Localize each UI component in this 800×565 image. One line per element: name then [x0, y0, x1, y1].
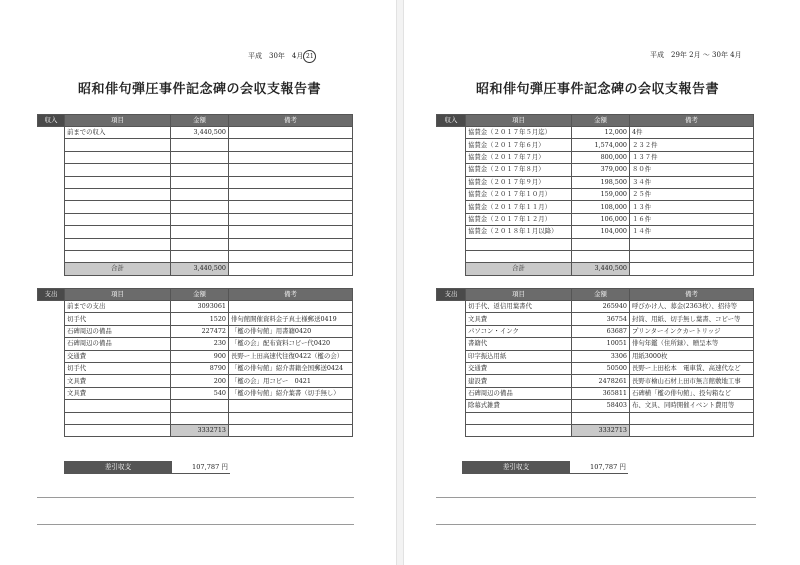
amount-cell: 230 [171, 338, 229, 350]
note-cell [229, 139, 353, 151]
row-spacer [437, 151, 466, 163]
item-cell: 前までの収入 [65, 127, 171, 139]
note-cell [229, 400, 353, 412]
amount-cell: 1,574,000 [572, 139, 630, 151]
section-label: 支出 [437, 289, 466, 301]
note-cell [229, 263, 353, 275]
row-spacer [437, 313, 466, 325]
amount-cell: 10051 [572, 338, 630, 350]
item-cell: 協賛金（２０１８年１月以降） [466, 226, 572, 238]
table-row [38, 127, 353, 139]
income-table [37, 114, 353, 276]
table-row [38, 338, 353, 350]
divider-line [436, 524, 756, 525]
total-row [38, 424, 353, 436]
table-row [38, 313, 353, 325]
row-spacer [38, 176, 65, 188]
row-spacer [38, 412, 65, 424]
table-row [437, 176, 754, 188]
row-spacer [38, 313, 65, 325]
divider-line [37, 524, 354, 525]
divider-line [436, 497, 756, 498]
column-header: 金額 [171, 289, 229, 301]
date-text: 平成 30年 4月 [248, 52, 304, 60]
amount-cell: 108,000 [572, 201, 630, 213]
item-cell [65, 400, 171, 412]
row-spacer [437, 325, 466, 337]
note-cell: ２３２件 [630, 139, 754, 151]
note-cell: １４件 [630, 226, 754, 238]
divider-line [37, 497, 354, 498]
total-label: 合計 [65, 263, 171, 275]
row-spacer [437, 127, 466, 139]
amount-cell: 365811 [572, 387, 630, 399]
net-balance [462, 461, 628, 474]
item-cell: 石碑周辺の備品 [65, 338, 171, 350]
item-cell [65, 201, 171, 213]
row-spacer [38, 325, 65, 337]
item-cell [65, 226, 171, 238]
table-row [38, 213, 353, 225]
report-title: 昭和俳句弾圧事件記念碑の会収支報告書 [476, 82, 720, 97]
row-spacer [437, 424, 466, 436]
report-date: 平成 29年 2月 〜 30年 4月 [650, 51, 742, 59]
table-row [437, 164, 754, 176]
row-spacer [437, 188, 466, 200]
row-spacer [38, 250, 65, 262]
amount-cell: 3306 [572, 350, 630, 362]
row-spacer [437, 176, 466, 188]
item-cell: 文具費 [65, 375, 171, 387]
item-cell [466, 424, 572, 436]
table-row [38, 164, 353, 176]
row-spacer [38, 238, 65, 250]
note-cell: 「檻の会」配布資料コピー代0420 [229, 338, 353, 350]
item-cell [65, 238, 171, 250]
note-cell: 長野市檜山石材上田市無言館敷地工事 [630, 375, 754, 387]
amount-cell: 3,440,500 [171, 127, 229, 139]
row-spacer [38, 301, 65, 313]
amount-cell [572, 250, 630, 262]
total-row [437, 424, 754, 436]
row-spacer [437, 263, 466, 275]
amount-cell: 50500 [572, 362, 630, 374]
total-row [437, 263, 754, 275]
row-spacer [437, 362, 466, 374]
section-label: 収入 [437, 115, 466, 127]
item-cell: 協賛金（２０１７年１１月） [466, 201, 572, 213]
table-header-row [437, 115, 754, 127]
note-cell [229, 301, 353, 313]
amount-cell: 104,000 [572, 226, 630, 238]
table-row [437, 387, 754, 399]
item-cell [65, 250, 171, 262]
total-value: 3,440,500 [572, 263, 630, 275]
table-row [38, 387, 353, 399]
item-cell: 交通費 [466, 362, 572, 374]
row-spacer [38, 263, 65, 275]
note-cell [229, 424, 353, 436]
column-header: 金額 [572, 289, 630, 301]
note-cell: ２５件 [630, 188, 754, 200]
table-row [437, 400, 754, 412]
table-row [437, 338, 754, 350]
item-cell [65, 139, 171, 151]
column-header: 備考 [229, 115, 353, 127]
total-row [38, 263, 353, 275]
amount-cell: 12,000 [572, 127, 630, 139]
net-balance-value: 107,787 円 [172, 461, 230, 474]
item-cell: 協賛金（２０１７年７月） [466, 151, 572, 163]
amount-cell: 63687 [572, 325, 630, 337]
item-cell: 協賛金（２０１７年５月迄） [466, 127, 572, 139]
note-cell: プリンターインクカートリッジ [630, 325, 754, 337]
table-row [38, 188, 353, 200]
amount-cell [572, 412, 630, 424]
item-cell: 協賛金（２０１７年１０月） [466, 188, 572, 200]
column-header: 備考 [630, 115, 754, 127]
note-cell: １６件 [630, 213, 754, 225]
note-cell [630, 263, 754, 275]
row-spacer [38, 127, 65, 139]
table-row [38, 139, 353, 151]
amount-cell: 540 [171, 387, 229, 399]
table-row [437, 188, 754, 200]
note-cell: 布、文具、同時開催イベント費用等 [630, 400, 754, 412]
column-header: 項目 [65, 115, 171, 127]
column-header: 備考 [630, 289, 754, 301]
note-cell: 「檻の会」用コピー 0421 [229, 375, 353, 387]
item-cell: 協賛金（２０１７年９月） [466, 176, 572, 188]
expense-table [37, 288, 353, 437]
row-spacer [38, 226, 65, 238]
item-cell [65, 213, 171, 225]
income-table [436, 114, 754, 276]
net-balance-label: 差引収支 [462, 461, 570, 474]
note-cell [229, 412, 353, 424]
column-header: 項目 [466, 115, 572, 127]
row-spacer [437, 213, 466, 225]
item-cell: 印字振込用紙 [466, 350, 572, 362]
row-spacer [38, 164, 65, 176]
item-cell: 協賛金（２０１７年６月） [466, 139, 572, 151]
row-spacer [38, 387, 65, 399]
right-page [406, 0, 798, 565]
net-balance [64, 461, 230, 474]
amount-cell [171, 250, 229, 262]
note-cell [229, 226, 353, 238]
table-row [437, 301, 754, 313]
table-row [38, 301, 353, 313]
table-row [38, 238, 353, 250]
table-row [38, 201, 353, 213]
row-spacer [437, 201, 466, 213]
table-row [38, 176, 353, 188]
note-cell: 石碑横「檻の俳句館」、投句箱など [630, 387, 754, 399]
section-label: 収入 [38, 115, 65, 127]
row-spacer [437, 350, 466, 362]
amount-cell [171, 226, 229, 238]
amount-cell [171, 412, 229, 424]
note-cell: 呼びかけ人、募金(2363枚）、招待等 [630, 301, 754, 313]
item-cell [466, 238, 572, 250]
table-row [38, 362, 353, 374]
page-gutter [396, 0, 404, 565]
table-row [437, 213, 754, 225]
note-cell [630, 424, 754, 436]
item-cell: 建設費 [466, 375, 572, 387]
note-cell [229, 238, 353, 250]
item-cell: 交通費 [65, 350, 171, 362]
row-spacer [437, 412, 466, 424]
item-cell: 切手代 [65, 313, 171, 325]
note-cell [229, 151, 353, 163]
circled-day: 21 [303, 50, 316, 63]
row-spacer [38, 139, 65, 151]
amount-cell: 200 [171, 375, 229, 387]
item-cell: 文具費 [65, 387, 171, 399]
column-header: 金額 [572, 115, 630, 127]
item-cell: パソコン・インク [466, 325, 572, 337]
table-row [437, 238, 754, 250]
note-cell: 封筒、用紙、切手無し葉書、コピー等 [630, 313, 754, 325]
report-title: 昭和俳句弾圧事件記念碑の会収支報告書 [78, 82, 322, 97]
note-cell: 「檻の俳句館」用書籍0420 [229, 325, 353, 337]
table-header-row [38, 289, 353, 301]
amount-cell: 265940 [572, 301, 630, 313]
table-row [437, 313, 754, 325]
table-row [437, 201, 754, 213]
column-header: 金額 [171, 115, 229, 127]
amount-cell [572, 238, 630, 250]
net-balance-value: 107,787 円 [570, 461, 628, 474]
section-label: 支出 [38, 289, 65, 301]
amount-cell [171, 213, 229, 225]
item-cell: 除幕式雑費 [466, 400, 572, 412]
row-spacer [437, 226, 466, 238]
table-row [437, 412, 754, 424]
table-row [38, 226, 353, 238]
table-row [38, 151, 353, 163]
table-row [437, 325, 754, 337]
row-spacer [38, 188, 65, 200]
amount-cell: 198,500 [572, 176, 630, 188]
table-row [437, 250, 754, 262]
note-cell: 俳句年鑑（住所録）、贈呈本等 [630, 338, 754, 350]
total-value: 3,440,500 [171, 263, 229, 275]
amount-cell: 36754 [572, 313, 630, 325]
note-cell: 用紙3000枚 [630, 350, 754, 362]
amount-cell [171, 139, 229, 151]
note-cell [229, 176, 353, 188]
amount-cell: 1520 [171, 313, 229, 325]
amount-cell [171, 164, 229, 176]
row-spacer [38, 362, 65, 374]
column-header: 項目 [65, 289, 171, 301]
amount-cell [171, 400, 229, 412]
amount-cell: 159,000 [572, 188, 630, 200]
amount-cell: 800,000 [572, 151, 630, 163]
item-cell [65, 424, 171, 436]
amount-cell [171, 176, 229, 188]
total-value: 3332713 [171, 424, 229, 436]
item-cell [466, 250, 572, 262]
expense-table [436, 288, 754, 437]
note-cell [229, 250, 353, 262]
table-row [437, 151, 754, 163]
note-cell: 長野ー上田高速代往復0422（檻の会） [229, 350, 353, 362]
note-cell: １３７件 [630, 151, 754, 163]
amount-cell [171, 188, 229, 200]
amount-cell: 2478261 [572, 375, 630, 387]
amount-cell: 900 [171, 350, 229, 362]
item-cell [65, 164, 171, 176]
item-cell: 文具費 [466, 313, 572, 325]
note-cell: 4件 [630, 127, 754, 139]
table-row [38, 375, 353, 387]
row-spacer [437, 139, 466, 151]
row-spacer [38, 201, 65, 213]
table-row [38, 325, 353, 337]
amount-cell: 58403 [572, 400, 630, 412]
item-cell [65, 412, 171, 424]
note-cell [630, 412, 754, 424]
table-row [38, 412, 353, 424]
net-balance-label: 差引収支 [64, 461, 172, 474]
row-spacer [38, 213, 65, 225]
note-cell [229, 213, 353, 225]
row-spacer [38, 350, 65, 362]
item-cell: 切手代、返信用葉書代 [466, 301, 572, 313]
total-label: 合計 [466, 263, 572, 275]
row-spacer [38, 151, 65, 163]
column-header: 備考 [229, 289, 353, 301]
amount-cell: 3093061 [171, 301, 229, 313]
table-header-row [437, 289, 754, 301]
note-cell: ３４件 [630, 176, 754, 188]
column-header: 項目 [466, 289, 572, 301]
note-cell [229, 201, 353, 213]
item-cell: 石碑周辺の備品 [65, 325, 171, 337]
row-spacer [437, 338, 466, 350]
row-spacer [38, 375, 65, 387]
item-cell: 協賛金（２０１７年８月） [466, 164, 572, 176]
total-value: 3332713 [572, 424, 630, 436]
note-cell [229, 164, 353, 176]
note-cell: 「檻の俳句館」紹介書籍全国郵送0424 [229, 362, 353, 374]
item-cell [466, 412, 572, 424]
table-row [38, 400, 353, 412]
amount-cell: 227472 [171, 325, 229, 337]
note-cell: 長野ー上田松本 電車賃、高速代など [630, 362, 754, 374]
row-spacer [437, 164, 466, 176]
table-row [38, 250, 353, 262]
note-cell [229, 188, 353, 200]
row-spacer [38, 424, 65, 436]
note-cell: １３件 [630, 201, 754, 213]
row-spacer [38, 400, 65, 412]
report-date [248, 50, 316, 63]
item-cell: 切手代 [65, 362, 171, 374]
table-row [437, 226, 754, 238]
amount-cell: 106,000 [572, 213, 630, 225]
item-cell: 石碑周辺の備品 [466, 387, 572, 399]
note-cell [630, 238, 754, 250]
note-cell: ８０件 [630, 164, 754, 176]
left-page [0, 0, 392, 565]
row-spacer [437, 400, 466, 412]
amount-cell [171, 201, 229, 213]
table-row [38, 350, 353, 362]
row-spacer [437, 301, 466, 313]
table-row [437, 362, 754, 374]
table-row [437, 139, 754, 151]
table-row [437, 350, 754, 362]
table-header-row [38, 115, 353, 127]
amount-cell: 8790 [171, 362, 229, 374]
item-cell: 協賛金（２０１７年１２月） [466, 213, 572, 225]
row-spacer [437, 238, 466, 250]
row-spacer [38, 338, 65, 350]
row-spacer [437, 375, 466, 387]
amount-cell [171, 238, 229, 250]
note-cell [229, 127, 353, 139]
note-cell [630, 250, 754, 262]
row-spacer [437, 387, 466, 399]
item-cell [65, 188, 171, 200]
item-cell [65, 151, 171, 163]
item-cell: 書籍代 [466, 338, 572, 350]
row-spacer [437, 250, 466, 262]
amount-cell [171, 151, 229, 163]
table-row [437, 127, 754, 139]
amount-cell: 379,000 [572, 164, 630, 176]
table-row [437, 375, 754, 387]
item-cell [65, 176, 171, 188]
note-cell: 俳句館開催資料金子真土様郵送0419 [229, 313, 353, 325]
note-cell: 「檻の俳句館」紹介葉書（切手無し） [229, 387, 353, 399]
item-cell: 前までの支出 [65, 301, 171, 313]
